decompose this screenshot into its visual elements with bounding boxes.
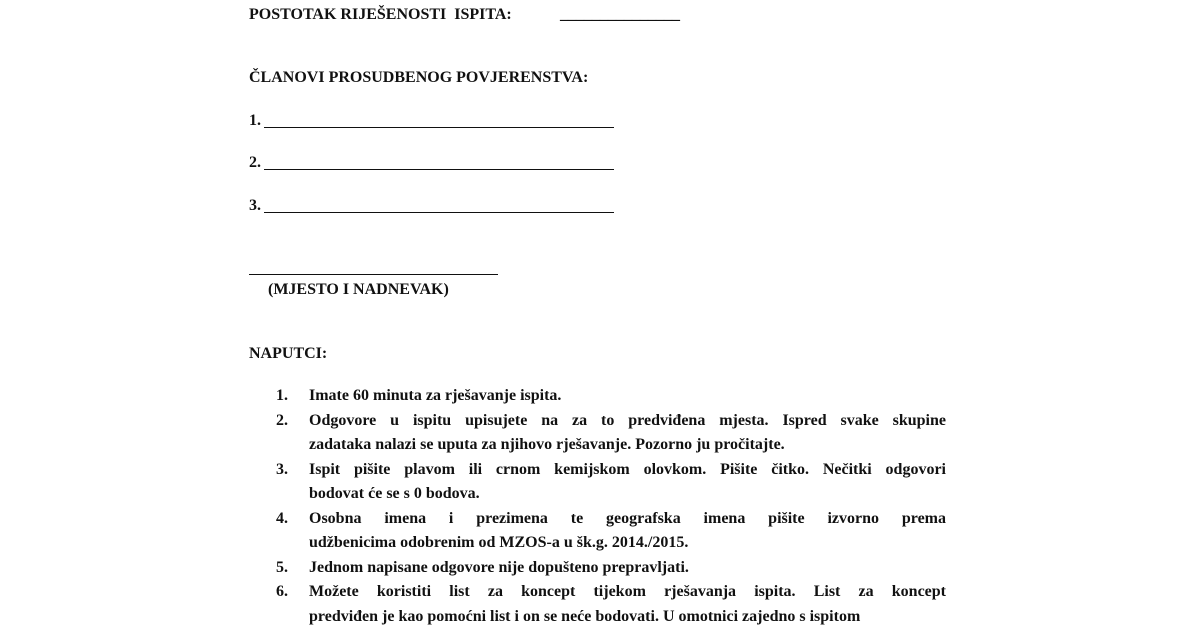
committee-member-3-signature-line xyxy=(264,212,614,213)
instruction-text-continued: predviđen je kao pomoćni list i on se neće bodovati. U omotnici zajedno s ispitom xyxy=(309,607,861,625)
instruction-text: Osobna imena i prezimena te geografska imena pišite izvorno prema xyxy=(309,509,946,527)
instruction-item xyxy=(276,556,946,581)
instructions-list xyxy=(276,384,946,629)
committee-title: ČLANOVI PROSUDBENOG POVJERENSTVA: xyxy=(249,69,589,86)
committee-member-3-number: 3. xyxy=(249,197,261,214)
place-date-line xyxy=(249,274,498,275)
instruction-number: 4. xyxy=(276,509,288,527)
instructions-title: NAPUTCI: xyxy=(249,345,328,362)
instruction-item xyxy=(276,580,946,629)
instruction-item xyxy=(276,409,946,458)
instruction-number: 2. xyxy=(276,411,288,429)
instruction-item xyxy=(276,458,946,507)
instruction-item xyxy=(276,384,946,409)
instruction-text: Jednom napisane odgovore nije dopušteno prepravljati. xyxy=(309,558,689,576)
committee-member-2-number: 2. xyxy=(249,154,261,171)
instruction-number: 6. xyxy=(276,583,288,600)
committee-member-1-number: 1. xyxy=(249,112,261,129)
instruction-number: 3. xyxy=(276,460,288,478)
instruction-text-continued: bodovat će se s 0 bodova. xyxy=(309,485,480,502)
instruction-text: Možete koristiti list za koncept tijekom rješavanja ispita. List za koncept xyxy=(309,583,946,600)
instruction-text-continued: udžbenicima odobrenim od MZOS-a u šk.g. 2014./2015. xyxy=(309,534,689,551)
instruction-item xyxy=(276,507,946,556)
instruction-text: Imate 60 minuta za rješavanje ispita. xyxy=(309,387,562,404)
place-date-label: (MJESTO I NADNEVAK) xyxy=(268,281,449,298)
instruction-number: 5. xyxy=(276,558,288,576)
score-blank: _______________ xyxy=(560,6,680,23)
instruction-text: Odgovore u ispitu upisujete na za to predviđena mjesta. Ispred svake skupine xyxy=(309,411,946,429)
committee-member-1-signature-line xyxy=(264,127,614,128)
committee-member-2-signature-line xyxy=(264,169,614,170)
score-label: POSTOTAK RIJEŠENOSTI ISPITA: xyxy=(249,6,512,23)
instruction-number: 1. xyxy=(276,387,288,404)
instruction-text: Ispit pišite plavom ili crnom kemijskom olovkom. Pišite čitko. Nečitki odgovori xyxy=(309,460,946,478)
instruction-text-continued: zadataka nalazi se uputa za njihovo rješavanje. Pozorno ju pročitajte. xyxy=(309,436,785,453)
